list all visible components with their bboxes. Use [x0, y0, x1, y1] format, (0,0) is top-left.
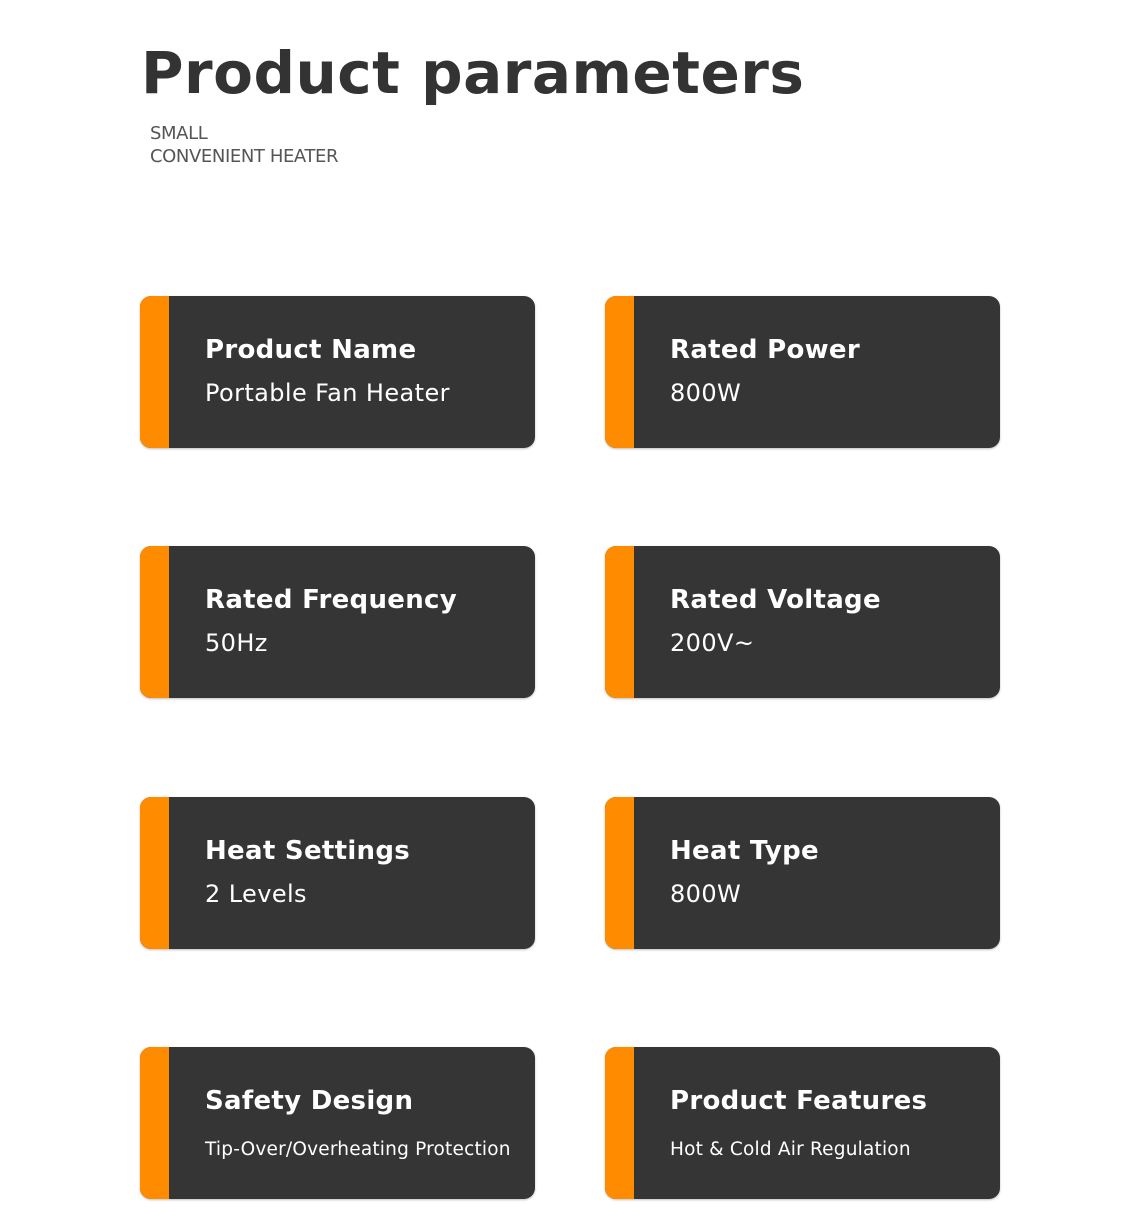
accent-bar — [140, 1047, 169, 1199]
accent-bar — [605, 1047, 634, 1199]
param-label: Rated Voltage — [670, 585, 881, 615]
param-value: Hot & Cold Air Regulation — [670, 1139, 911, 1160]
param-card-rated-frequency — [140, 546, 535, 698]
param-value: Tip-Over/Overheating Protection — [205, 1139, 511, 1160]
accent-bar — [140, 296, 169, 448]
subtitle-line-1: SMALL — [150, 123, 208, 144]
accent-bar — [605, 296, 634, 448]
param-card-product-name — [140, 296, 535, 448]
accent-bar — [605, 546, 634, 698]
param-label: Product Name — [205, 335, 417, 365]
param-label: Safety Design — [205, 1086, 414, 1116]
subtitle-line-2: CONVENIENT HEATER — [150, 146, 339, 167]
accent-bar — [140, 546, 169, 698]
accent-bar — [140, 797, 169, 949]
param-card-safety-design — [140, 1047, 535, 1199]
accent-bar — [605, 797, 634, 949]
param-label: Rated Frequency — [205, 585, 457, 615]
param-label: Product Features — [670, 1086, 928, 1116]
param-value: 50Hz — [205, 629, 268, 657]
param-label: Rated Power — [670, 335, 860, 365]
page-title: Product parameters — [141, 39, 805, 107]
param-value: Portable Fan Heater — [205, 379, 450, 407]
param-value: 800W — [670, 880, 742, 908]
subtitle — [150, 122, 338, 168]
param-card-product-features — [605, 1047, 1000, 1199]
param-card-heat-type — [605, 797, 1000, 949]
param-card-rated-power — [605, 296, 1000, 448]
param-label: Heat Type — [670, 836, 819, 866]
param-value: 200V~ — [670, 629, 755, 657]
param-card-rated-voltage — [605, 546, 1000, 698]
param-label: Heat Settings — [205, 836, 411, 866]
param-value: 800W — [670, 379, 742, 407]
param-card-heat-settings — [140, 797, 535, 949]
param-value: 2 Levels — [205, 880, 307, 908]
